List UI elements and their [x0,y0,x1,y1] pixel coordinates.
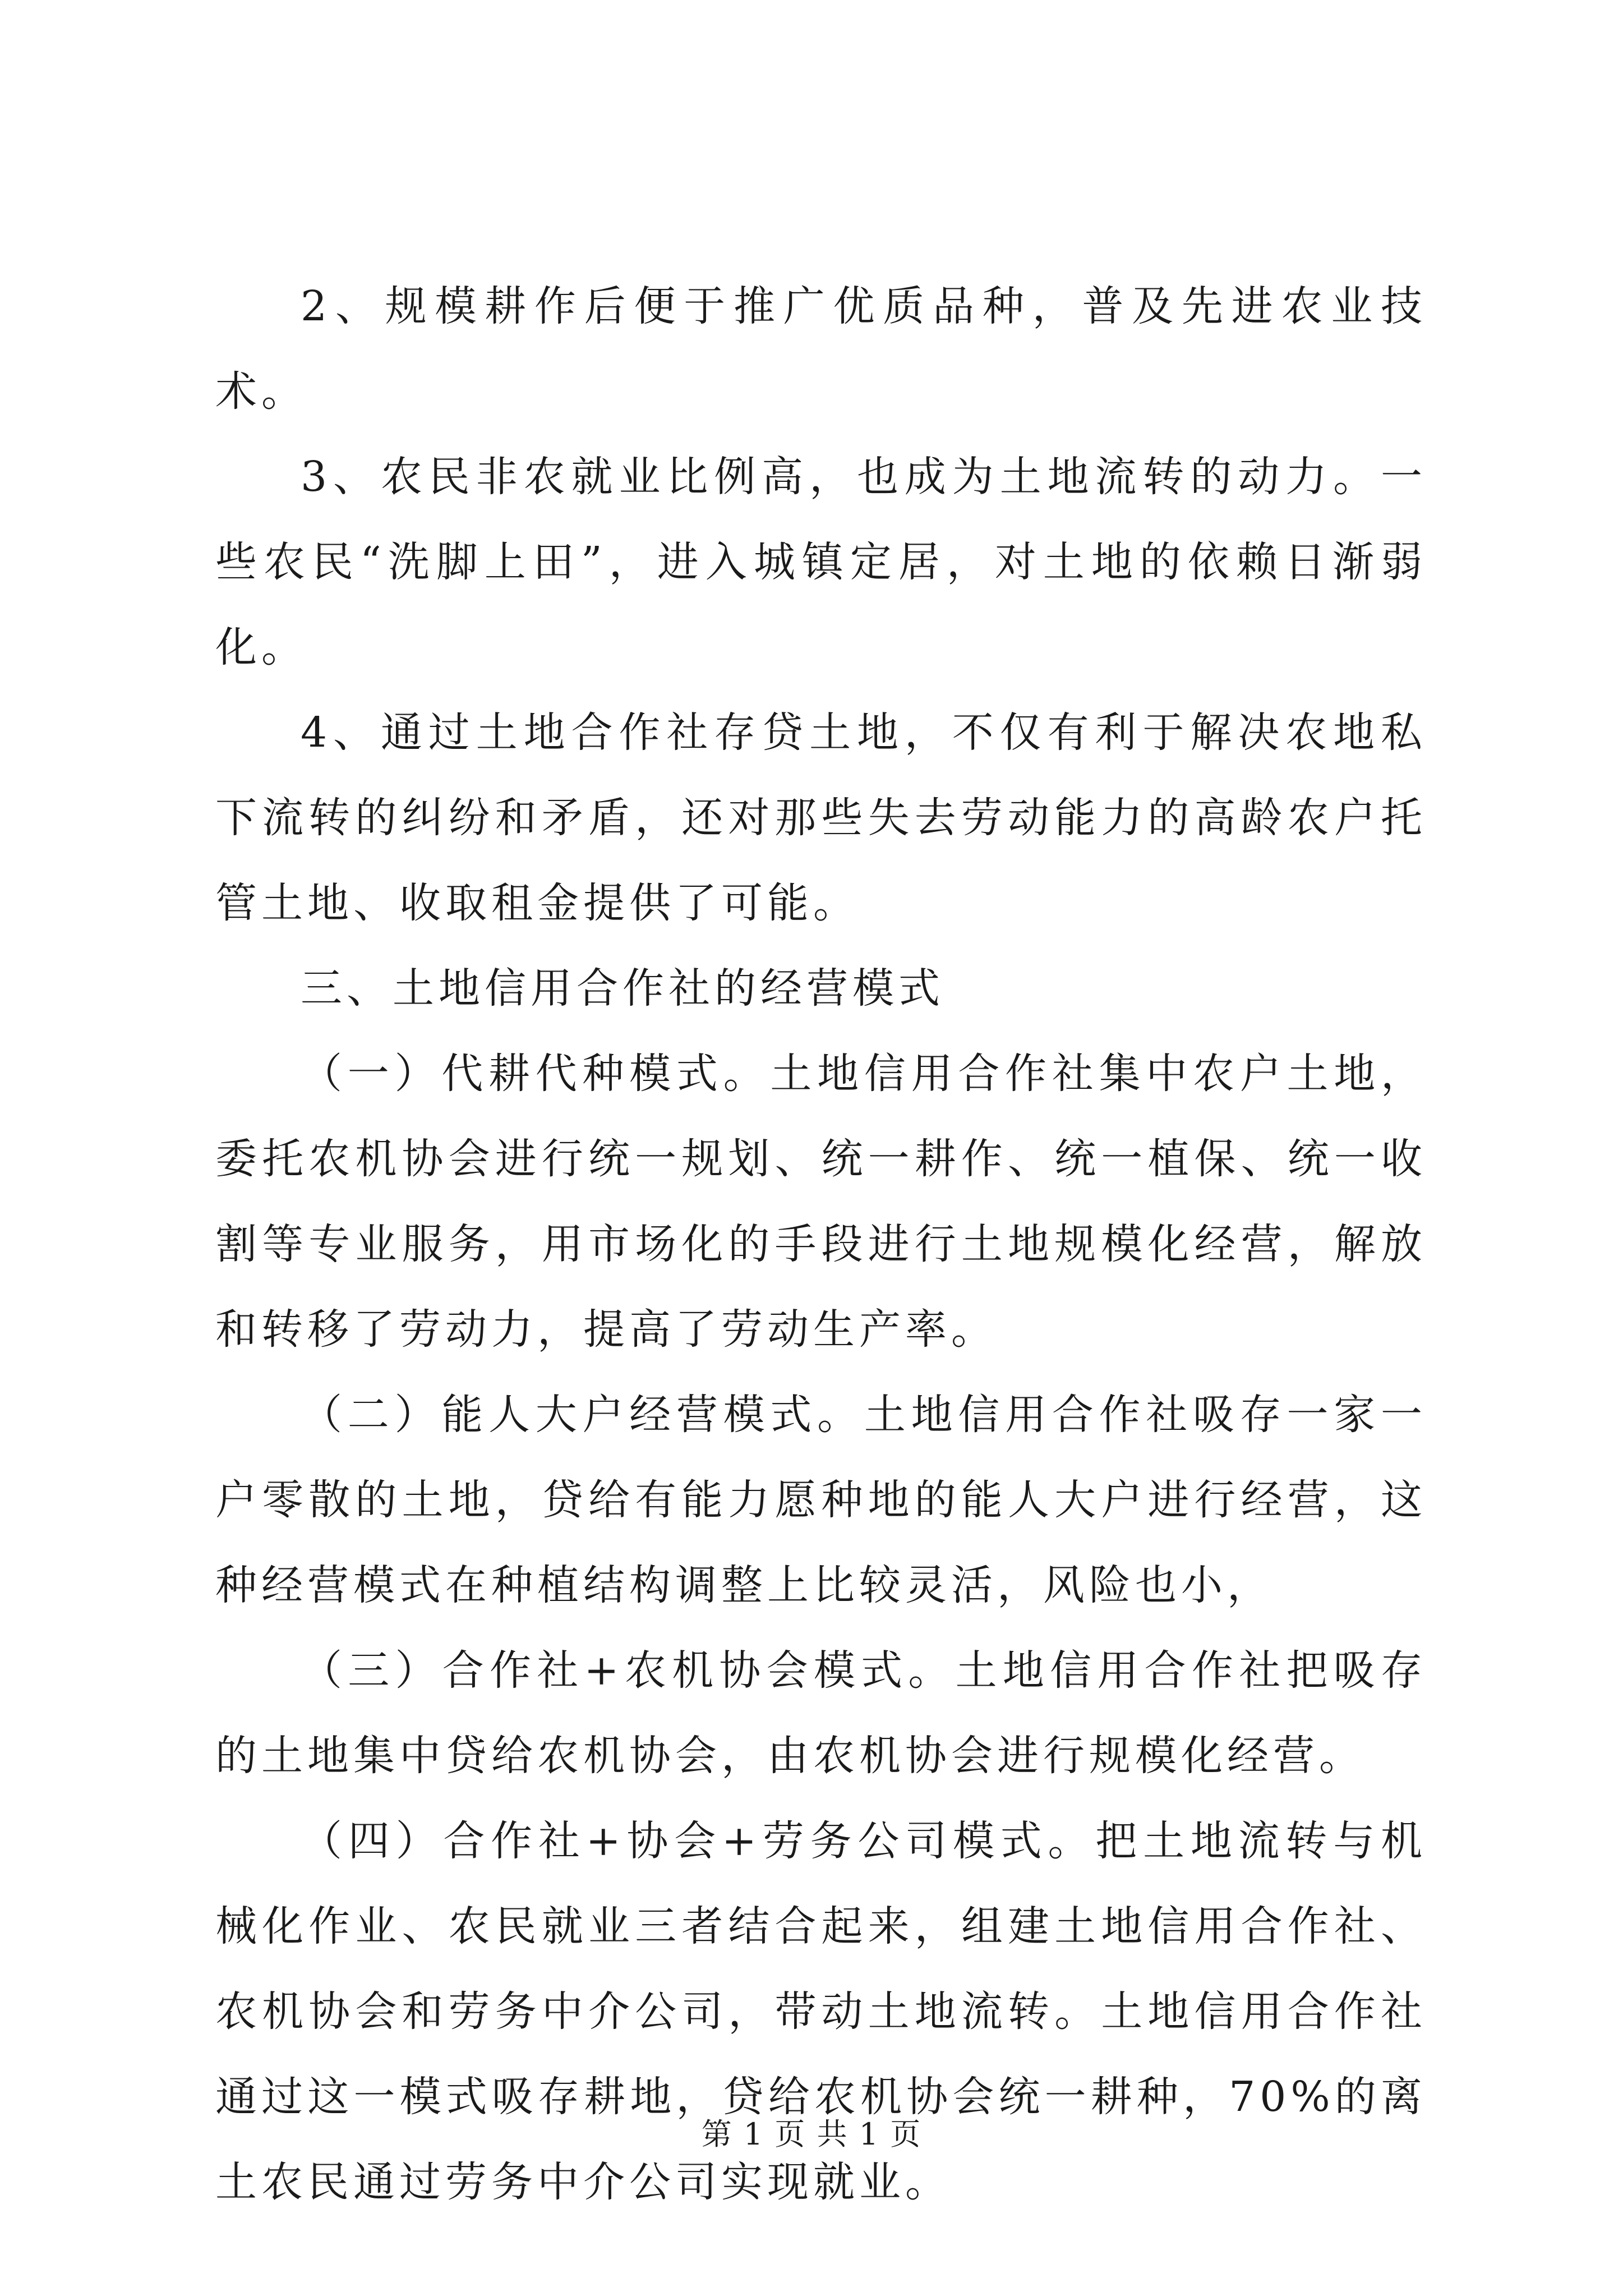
page-footer: 第 1 页 共 1 页 [701,2116,922,2152]
paragraph-mode-2: （二）能人大户经营模式。土地信用合作社吸存一家一户零散的土地，贷给有能力愿种地的能人大户进行经营，这种经营模式在种植结构调整上比较灵活，风险也小， [215,1391,1427,1609]
section-heading-operation-modes: 三、土地信用合作社的经营模式 [301,964,944,1013]
document-body [215,264,1427,2225]
paragraph-mode-1: （一）代耕代种模式。土地信用合作社集中农户土地，委托农机协会进行统一规划、统一耕作、统一植保、统一收割等专业服务，用市场化的手段进行土地规模化经营，解放和转移了劳动力，提高了劳动生产率。 [215,1050,1427,1354]
paragraph-point-2: 2、规模耕作后便于推广优质品种，普及先进农业技术。 [215,282,1427,416]
paragraph-mode-3: （三）合作社+农机协会模式。土地信用合作社把吸存的土地集中贷给农机协会，由农机协会进行规模化经营。 [215,1646,1427,1780]
paragraph-point-3: 3、农民非农就业比例高，也成为土地流转的动力。一些农民“洗脚上田”，进入城镇定居，对土地的依赖日渐弱化。 [215,453,1427,671]
paragraph-point-4: 4、通过土地合作社存贷土地，不仅有利于解决农地私下流转的纠纷和矛盾，还对那些失去劳动能力的高龄农户托管土地、收取租金提供了可能。 [215,708,1427,927]
paragraph-mode-4: （四）合作社+协会+劳务公司模式。把土地流转与机械化作业、农民就业三者结合起来，组建土地信用合作社、农机协会和劳务中介公司，带动土地流转。土地信用合作社通过这一模式吸存耕地，贷给农机协会统一耕种，70%的离土农民通过劳务中介公司实现就业。 [215,1817,1427,2206]
